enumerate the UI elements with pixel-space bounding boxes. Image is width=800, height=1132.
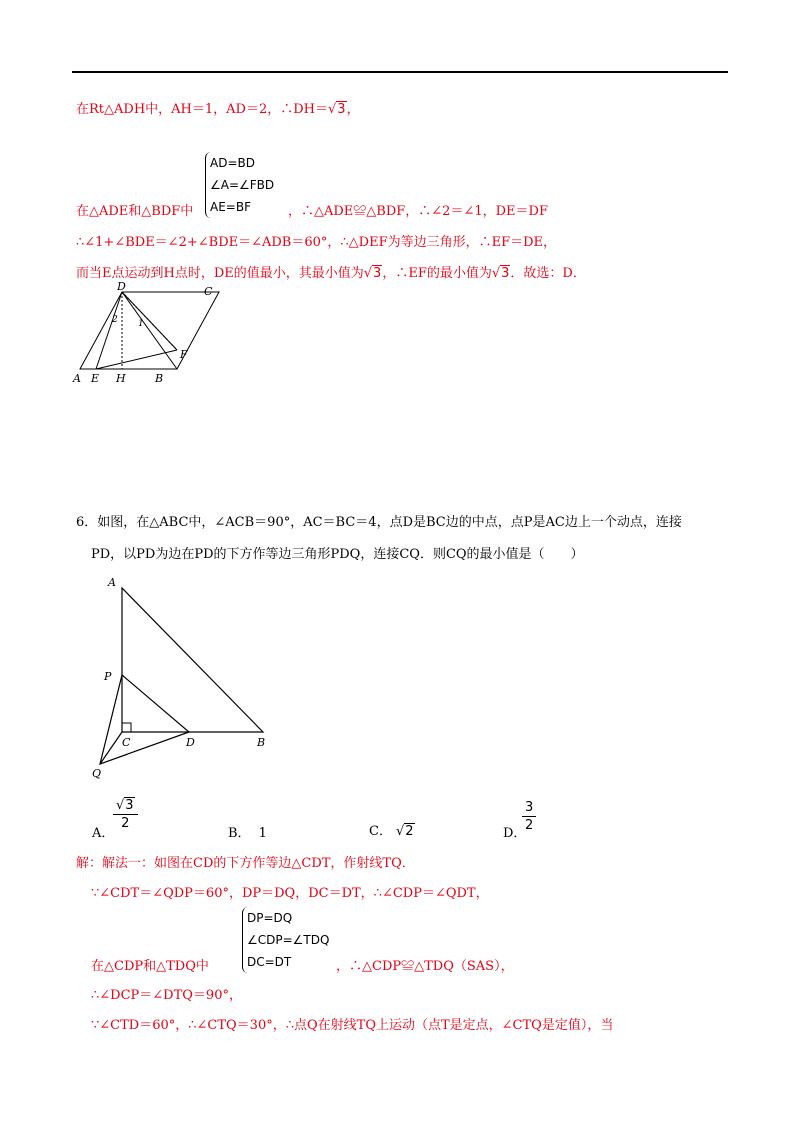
problem-6-line-1: 6．如图，在△ABC中，∠ACB＝90°，AC＝BC＝4，点D是BC边的中点，点P是AC边上一个动点，连接 xyxy=(76,515,682,530)
problem-6-line-2: PD，以PD为边在PD的下方作等边三角形PDQ，连接CQ．则CQ的最小值是（ ） xyxy=(91,547,584,562)
triangle-figure xyxy=(88,570,278,780)
triangle-abc xyxy=(122,588,263,732)
option-b-value: 1 xyxy=(258,826,267,841)
solution6-line-2: ∵∠CDT＝∠QDP＝60°，DP＝DQ，DC＝DT，∴∠CDP＝∠QDT， xyxy=(91,886,489,901)
label-angle-1: 1 xyxy=(138,319,144,329)
option-a-fraction[interactable]: $\frac{√3}{2}$ xyxy=(113,798,138,831)
label-b: B xyxy=(155,372,164,385)
label-a: A xyxy=(73,372,81,385)
solution-line-4 xyxy=(76,265,586,283)
label-e: E xyxy=(91,372,100,385)
sqrt-3: √3 xyxy=(363,266,382,281)
segment-df xyxy=(122,292,177,350)
option-c[interactable] xyxy=(369,820,415,839)
label-d: D xyxy=(117,282,126,293)
sqrt-3: √3 xyxy=(328,102,346,117)
segment-ef xyxy=(96,350,177,369)
diagonal-db xyxy=(122,292,177,369)
equation-row: DP=DQ xyxy=(247,911,293,925)
segment-de xyxy=(96,292,122,369)
text: ，∴EF的最小值为 xyxy=(382,266,492,281)
label-b: B xyxy=(257,736,266,749)
label-c: C xyxy=(122,736,131,749)
option-a-label[interactable]: A． xyxy=(92,826,115,841)
label-a: A xyxy=(108,576,116,589)
equation-system-1 xyxy=(205,152,274,218)
equation-row: ∠CDP=∠TDQ xyxy=(247,933,330,947)
solution-line-2-suffix: ，∴△ADE≌△BDF，∴∠2＝∠1，DE＝DF xyxy=(288,204,548,219)
option-b-label: B． xyxy=(228,826,251,841)
label-h: H xyxy=(116,372,126,385)
equation-row: AD=BD xyxy=(210,156,255,170)
solution-line-2: 在△ADE和△BDF中 xyxy=(76,204,194,219)
label-c: C xyxy=(204,285,213,298)
equation-row: DC=DT xyxy=(247,955,292,969)
solution6-line-4: ∴∠DCP＝∠DTQ＝90°， xyxy=(91,988,242,1003)
text: ， xyxy=(346,102,360,117)
solution6-line-1: 解：解法一：如图在CD的下方作等边△CDT，作射线TQ． xyxy=(76,856,415,871)
label-d: D xyxy=(186,736,195,749)
solution6-line-3: 在△CDP和△TDQ中 xyxy=(91,959,209,974)
option-c-label: C． xyxy=(369,824,392,839)
solution-line-3: ∴∠1+∠BDE＝∠2+∠BDE＝∠ADB＝60°，∴△DEF为等边三角形，∴EF＝DE， xyxy=(76,235,557,250)
text: 而当E点运动到H点时，DE的值最小，其最小值为 xyxy=(76,266,364,281)
equation-system-2 xyxy=(242,907,329,973)
label-p: P xyxy=(104,670,112,683)
option-d-fraction[interactable]: $\frac{3}{2}$ xyxy=(522,800,536,833)
parallelogram-figure xyxy=(68,282,228,390)
text: 在Rt△ADH中，AH＝1，AD＝2，∴DH＝ xyxy=(76,102,328,117)
solution6-line-5: ∵∠CTD＝60°，∴∠CTQ＝30°，∴点Q在射线TQ上运动（点T是定点，∠CTQ是定值），当 xyxy=(91,1018,614,1033)
label-f: F xyxy=(180,348,188,361)
text: ．故选：D． xyxy=(510,266,586,281)
label-q: Q xyxy=(92,767,102,780)
sqrt-3: √3 xyxy=(491,266,510,281)
equation-row: ∠A=∠FBD xyxy=(210,178,275,192)
right-angle-mark xyxy=(122,723,131,732)
header-rule xyxy=(72,71,728,73)
label-angle-2: 2 xyxy=(112,315,118,325)
option-d-label[interactable]: D． xyxy=(503,826,527,841)
triangle-pdq xyxy=(100,675,189,764)
equation-row: AE=BF xyxy=(210,200,251,214)
option-b[interactable] xyxy=(228,822,267,841)
solution-line-1 xyxy=(76,101,360,119)
option-c-value: √2 xyxy=(395,824,414,839)
solution6-line-3-suffix: ，∴△CDP≌△TDQ（SAS）， xyxy=(336,959,514,974)
segment-cq xyxy=(100,732,122,764)
